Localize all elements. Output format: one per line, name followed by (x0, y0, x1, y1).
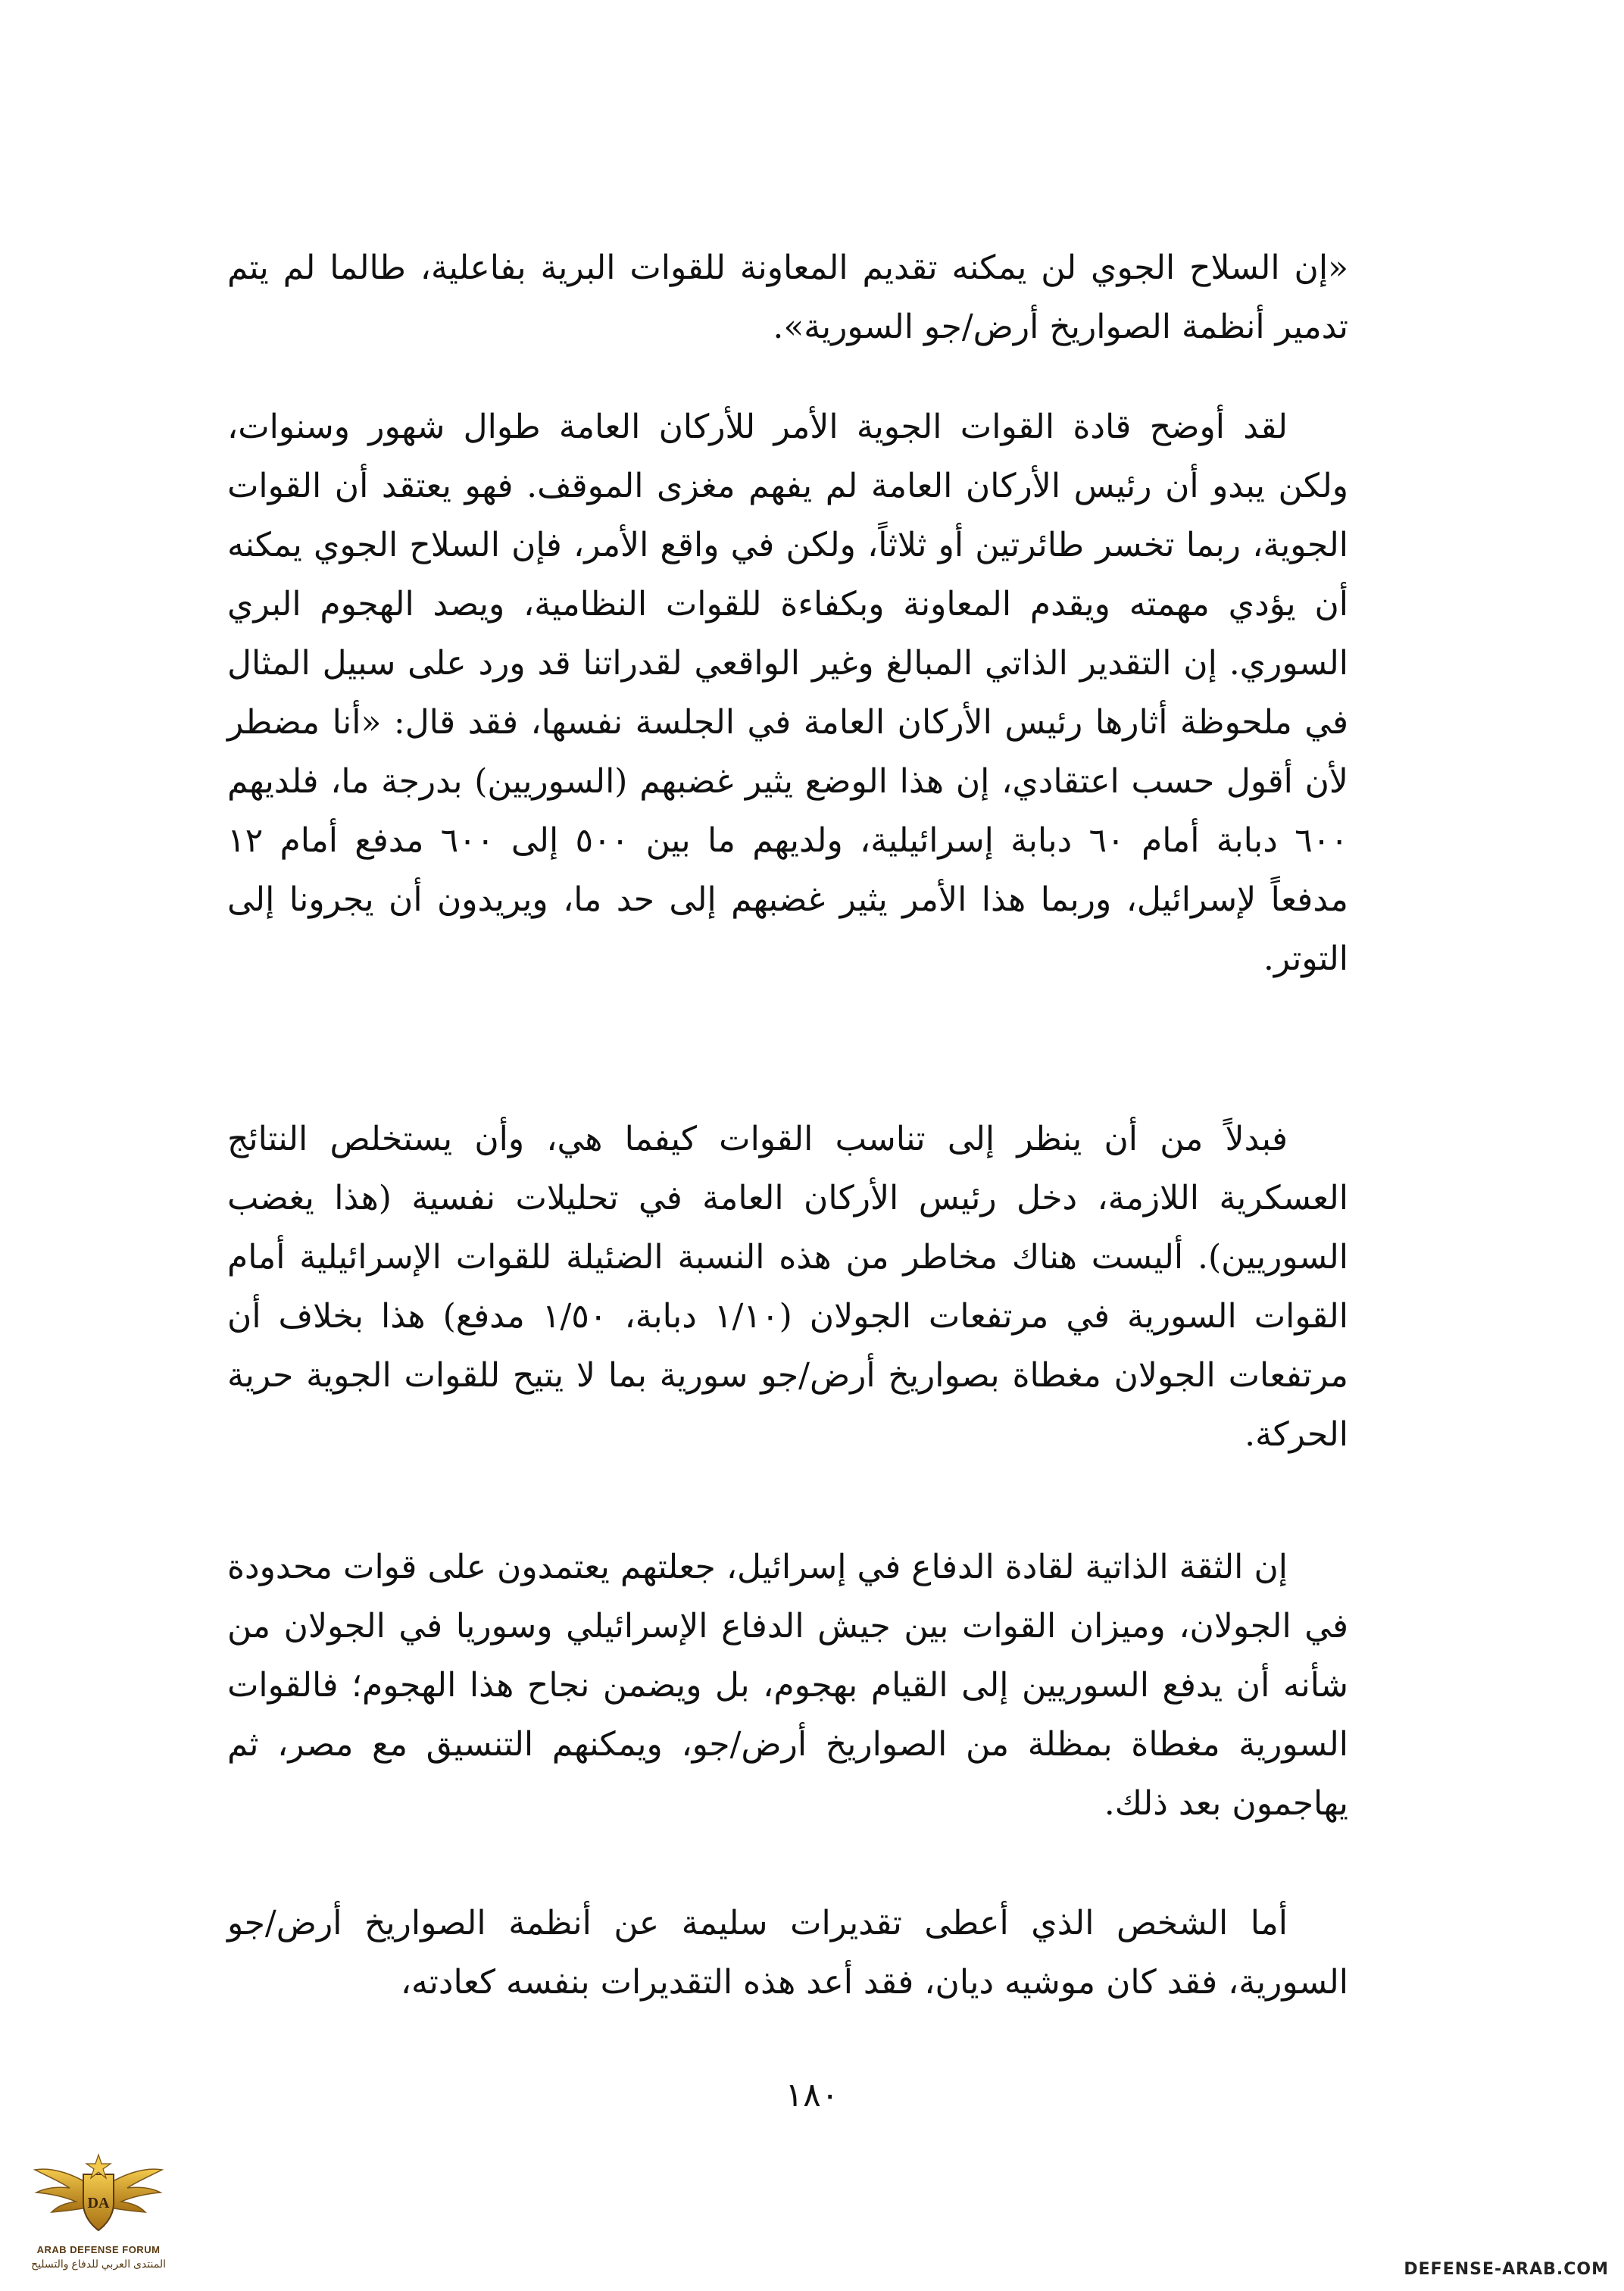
paragraph-force-ratio: فبدلاً من أن ينظر إلى تناسب القوات كيفما هي، وأن يستخلص النتائج العسكرية اللازمة، دخل رئيس الأركان العامة في تحليلات نفسية (هذا يغضب السوريين). أليست هناك مخاطر من هذه النسبة الضئيلة للقوات الإسرائيلية أمام القوات السورية في مرتفعات الجولان (١/١٠ دبابة، ١/٥٠ مدفع) هذا بخلاف أن مرتفعات الجولان مغطاة بصواريخ أرض/جو سورية بما لا يتيح للقوات الجوية حرية الحركة. (227, 1120, 1348, 1454)
paragraph-self-confidence: إن الثقة الذاتية لقادة الدفاع في إسرائيل، جعلتهم يعتمدون على قوات محدودة في الجولان، وميزان القوات بين جيش الدفاع الإسرائيلي وسوريا في الجولان من شأنه أن يدفع السوريين إلى القيام بهجوم، بل ويضمن نجاح هذا الهجوم؛ فالقوات السورية مغطاة بمظلة من الصواريخ أرض/جو، ويمكنهم التنسيق مع مصر، ثم يهاجمون بعد ذلك. (227, 1548, 1348, 1823)
forum-logo (30, 2144, 167, 2288)
logo-arabic-name: المنتدى العربي للدفاع والتسليح (31, 2258, 166, 2270)
paragraph-air-force-commanders: لقد أوضح قادة القوات الجوية الأمر للأركان العامة طوال شهور وسنوات، ولكن يبدو أن رئيس الأركان العامة لم يفهم مغزى الموقف. فهو يعتقد أن القوات الجوية، ربما تخسر طائرتين أو ثلاثاً، ولكن في واقع الأمر، فإن السلاح الجوي يمكنه أن يؤدي مهمته ويقدم المعاونة وبكفاءة للقوات النظامية، ويصد الهجوم البري السوري. إن التقدير الذاتي المبالغ وغير الواقعي لقدراتنا قد ورد على سبيل المثال في ملحوظة أثارها رئيس الأركان العامة في الجلسة نفسها، فقد قال: «أنا مضطر لأن أقول حسب اعتقادي، إن هذا الوضع يثير غضبهم (السوريين) بدرجة ما، فلديهم ٦٠٠ دبابة أمام ٦٠ دبابة إسرائيلية، ولديهم ما بين ٥٠٠ إلى ٦٠٠ مدفع أمام ١٢ مدفعاً لإسرائيل، وربما هذا الأمر يثير غضبهم إلى حد ما، ويريدون أن يجرونا إلى التوتر. (227, 408, 1348, 978)
page-number: ١٨٠ (785, 2076, 839, 2114)
paragraph-moshe-dayan: أما الشخص الذي أعطى تقديرات سليمة عن أنظمة الصواريخ أرض/جو السورية، فقد كان موشيه ديان، فقد أعد هذه التقديرات بنفسه كعادته، (227, 1904, 1348, 2002)
logo-abbr-text: DA (87, 2195, 110, 2211)
watermark-url: DEFENSE-ARAB.COM (1404, 2260, 1609, 2279)
paragraph-quote: «إن السلاح الجوي لن يمكنه تقديم المعاونة للقوات البرية بفاعلية، طالما لم يتم تدمير أنظمة الصواريخ أرض/جو السورية». (227, 248, 1348, 346)
logo-english-name: ARAB DEFENSE FORUM (36, 2244, 161, 2255)
logo-abbr (30, 2144, 167, 2243)
